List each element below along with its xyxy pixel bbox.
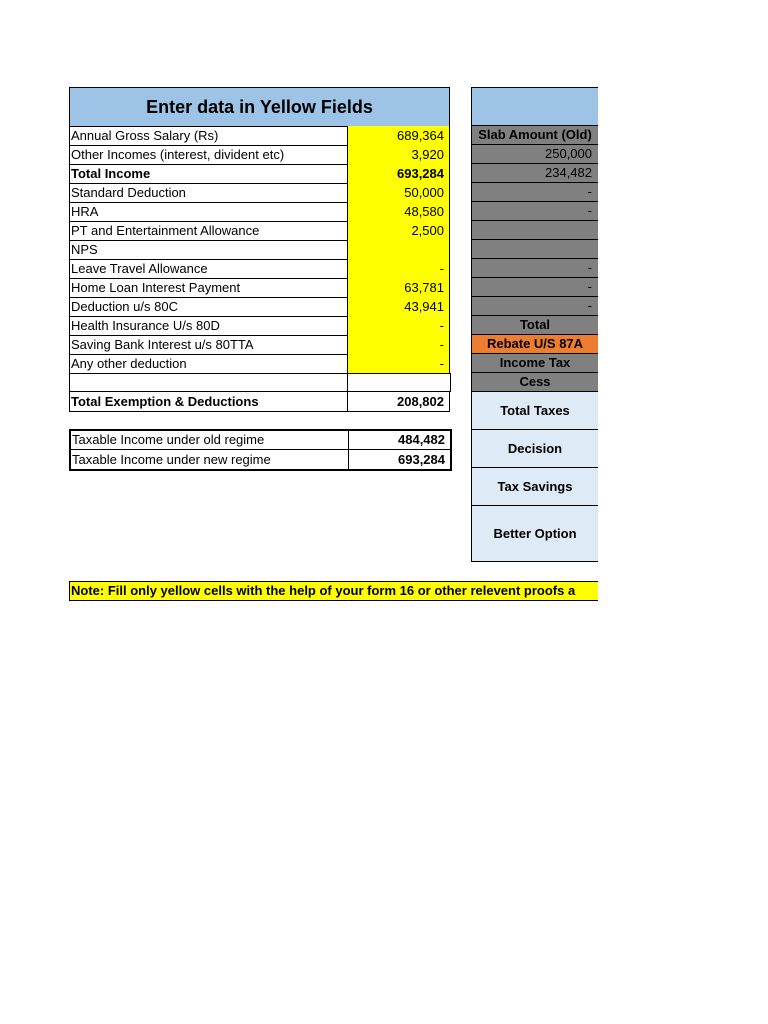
row-label: HRA bbox=[71, 204, 99, 219]
slab-table-header bbox=[471, 87, 598, 126]
slab-value: - bbox=[471, 202, 598, 221]
row-label: Other Incomes (interest, divident etc) bbox=[71, 147, 285, 162]
taxable-income-table bbox=[69, 429, 452, 471]
blank-row-left-border bbox=[69, 373, 70, 392]
row-total-income bbox=[69, 164, 450, 184]
deduction-80c-input[interactable]: 43,941 bbox=[347, 297, 449, 316]
taxable-new-label: Taxable Income under new regime bbox=[72, 452, 271, 467]
hra-input[interactable]: 48,580 bbox=[347, 202, 449, 221]
taxable-old-value: 484,482 bbox=[348, 431, 450, 449]
row-total-exemption bbox=[69, 391, 450, 412]
slab-column-title: Slab Amount (Old) bbox=[471, 126, 598, 145]
slab-value bbox=[471, 240, 598, 259]
row-deduction-80c bbox=[69, 297, 450, 317]
row-annual-gross-salary bbox=[69, 126, 450, 146]
input-table-header bbox=[69, 87, 450, 127]
slab-value bbox=[471, 221, 598, 240]
slab-value: - bbox=[471, 183, 598, 202]
any-other-deduction-input[interactable]: - bbox=[347, 354, 449, 373]
row-standard-deduction bbox=[69, 183, 450, 203]
row-label: Deduction u/s 80C bbox=[71, 299, 178, 314]
row-label: PT and Entertainment Allowance bbox=[71, 223, 260, 238]
note-banner: Note: Fill only yellow cells with the help of your form 16 or other relevent proofs a bbox=[69, 581, 598, 601]
total-exemption-label: Total Exemption & Deductions bbox=[71, 394, 259, 409]
slab-value: - bbox=[471, 259, 598, 278]
standard-deduction-input[interactable]: 50,000 bbox=[347, 183, 449, 202]
home-loan-interest-input[interactable]: 63,781 bbox=[347, 278, 449, 297]
row-label: Home Loan Interest Payment bbox=[71, 280, 241, 295]
row-label: NPS bbox=[71, 242, 98, 257]
slab-value: - bbox=[471, 297, 598, 316]
row-label: Saving Bank Interest u/s 80TTA bbox=[71, 337, 254, 352]
rebate-87a-label: Rebate U/S 87A bbox=[471, 335, 598, 354]
cess-label: Cess bbox=[471, 373, 598, 392]
row-label: Annual Gross Salary (Rs) bbox=[71, 128, 219, 143]
row-taxable-new bbox=[71, 450, 450, 469]
other-incomes-input[interactable]: 3,920 bbox=[347, 145, 449, 164]
nps-input[interactable] bbox=[347, 240, 449, 259]
annual-gross-salary-input[interactable]: 689,364 bbox=[347, 126, 449, 145]
decision-label: Decision bbox=[471, 430, 598, 468]
row-taxable-old bbox=[71, 431, 450, 450]
income-tax-label: Income Tax bbox=[471, 354, 598, 373]
row-label: Leave Travel Allowance bbox=[71, 261, 208, 276]
total-exemption-value: 208,802 bbox=[347, 392, 449, 411]
slab-total-label: Total bbox=[471, 316, 598, 335]
slab-value: - bbox=[471, 278, 598, 297]
row-saving-bank-interest-80tta bbox=[69, 335, 450, 355]
pt-entertainment-input[interactable]: 2,500 bbox=[347, 221, 449, 240]
row-home-loan-interest bbox=[69, 278, 450, 298]
row-leave-travel-allowance bbox=[69, 259, 450, 279]
row-label: Standard Deduction bbox=[71, 185, 186, 200]
blank-value-cell bbox=[347, 373, 451, 392]
slab-value: 250,000 bbox=[471, 145, 598, 164]
row-any-other-deduction bbox=[69, 354, 450, 374]
tax-savings-label: Tax Savings bbox=[471, 468, 598, 506]
leave-travel-allowance-input[interactable]: - bbox=[347, 259, 449, 278]
row-other-incomes bbox=[69, 145, 450, 165]
slab-table bbox=[471, 87, 598, 562]
input-table-title: Enter data in Yellow Fields bbox=[146, 97, 373, 117]
total-income-value: 693,284 bbox=[347, 164, 449, 183]
saving-bank-interest-input[interactable]: - bbox=[347, 335, 449, 354]
row-label: Health Insurance U/s 80D bbox=[71, 318, 220, 333]
health-insurance-80d-input[interactable]: - bbox=[347, 316, 449, 335]
slab-value: 234,482 bbox=[471, 164, 598, 183]
total-taxes-label: Total Taxes bbox=[471, 392, 598, 430]
row-health-insurance-80d bbox=[69, 316, 450, 336]
taxable-new-value: 693,284 bbox=[348, 450, 450, 469]
row-label: Total Income bbox=[71, 166, 151, 181]
row-nps bbox=[69, 240, 450, 260]
taxable-old-label: Taxable Income under old regime bbox=[72, 432, 265, 447]
row-label: Any other deduction bbox=[71, 356, 187, 371]
better-option-label: Better Option bbox=[471, 506, 598, 562]
row-pt-entertainment bbox=[69, 221, 450, 241]
row-hra bbox=[69, 202, 450, 222]
